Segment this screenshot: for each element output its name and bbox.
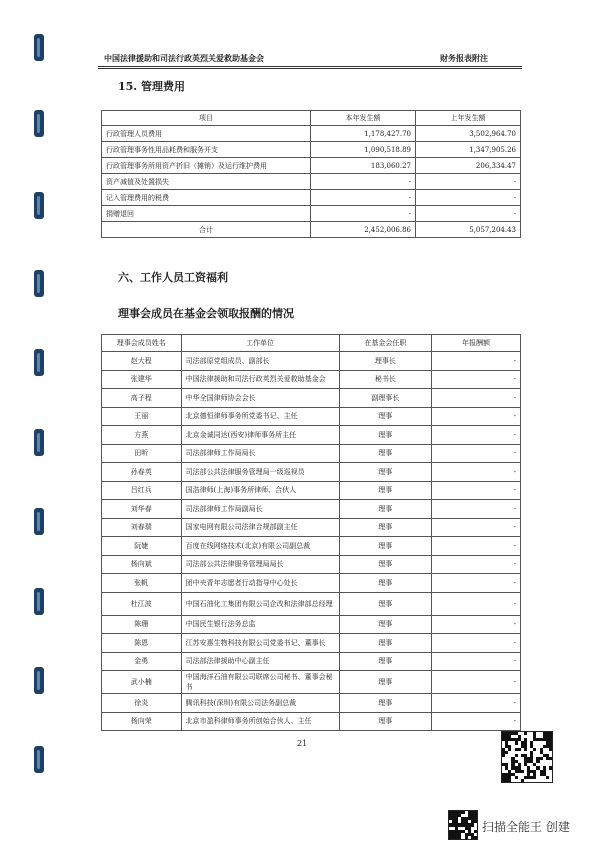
annual-pay: - [432, 481, 521, 500]
annual-pay: - [432, 407, 521, 426]
annual-pay: - [432, 518, 521, 537]
section-6-title: 六、工作人员工资福利 [118, 271, 228, 284]
role: 理事 [339, 444, 431, 463]
qr-module [515, 754, 518, 757]
member-name: 杨向斌 [102, 555, 182, 574]
expense-item: 行政管理事务性用品耗费和服务开支 [102, 142, 311, 158]
employer: 北京市盈科律师事务所创始合伙人、主任 [181, 712, 339, 731]
employer: 司法部公共法律服务管理局一级巡视员 [181, 463, 339, 482]
employer: 中国民生银行法务总监 [181, 615, 339, 634]
table-row [102, 126, 521, 142]
table-row [102, 389, 521, 408]
member-name: 武小楠 [102, 671, 182, 694]
qr-module [533, 776, 536, 779]
role: 副理事长 [339, 389, 431, 408]
annual-pay: - [432, 652, 521, 671]
annual-pay: - [432, 694, 521, 713]
employer: 百度在线网络技术(北京)有限公司副总裁 [181, 537, 339, 556]
board-members-table [101, 334, 521, 731]
table-row [102, 481, 521, 500]
role: 理事 [339, 426, 431, 445]
prior-year-amount: - [416, 206, 521, 222]
table-row [102, 370, 521, 389]
table-row [102, 158, 521, 174]
employer: 腾讯科技(深圳)有限公司法务副总裁 [181, 694, 339, 713]
annual-pay: - [432, 389, 521, 408]
current-year-amount: 1,090,518.89 [311, 142, 416, 158]
member-name: 赵大程 [102, 352, 182, 371]
col-prior-year: 上年发生额 [416, 111, 521, 126]
qr-module [533, 748, 536, 751]
employer: 中国法律援助和司法行政英烈关爱救助基金会 [181, 370, 339, 389]
role: 理事 [339, 518, 431, 537]
qr-module [508, 748, 511, 751]
member-name: 张帆 [102, 574, 182, 593]
col-member-name: 理事会成员姓名 [102, 335, 182, 352]
binder-hole [34, 429, 44, 456]
table-row [102, 615, 521, 634]
qr-module [521, 779, 524, 782]
qr-module [474, 830, 477, 833]
table-row [102, 592, 521, 615]
employer: 中国海洋石油有限公司联席公司秘书、董事会秘书 [181, 671, 339, 694]
header-rule [98, 66, 522, 67]
table-row [102, 206, 521, 222]
binder-hole [34, 34, 44, 61]
employer: 中华全国律师协会会长 [181, 389, 339, 408]
prior-year-amount: 5,057,204.43 [416, 222, 521, 238]
annual-pay: - [432, 463, 521, 482]
current-year-amount: 2,452,006.86 [311, 222, 416, 238]
role: 理事 [339, 634, 431, 653]
binder-hole [34, 588, 44, 615]
binder-hole [34, 746, 44, 773]
table-row [102, 174, 521, 190]
col-role: 在基金会任职 [339, 335, 431, 352]
binder-hole [34, 192, 44, 219]
qr-module [549, 766, 552, 769]
header-rule-thin [98, 68, 522, 69]
binder-hole [34, 508, 44, 535]
member-name: 阮婕 [102, 537, 182, 556]
employer: 北京德恒律师事务所党委书记、主任 [181, 407, 339, 426]
table-row [102, 634, 521, 653]
section-6-subtitle: 理事会成员在基金会领取报酬的情况 [118, 307, 294, 320]
annual-pay: - [432, 671, 521, 694]
table-row [102, 712, 521, 731]
member-name: 杨向荣 [102, 712, 182, 731]
employer: 司法部公共法律服务管理局局长 [181, 555, 339, 574]
qr-module [524, 732, 527, 735]
employer: 司法部原党组成员、副部长 [181, 352, 339, 371]
member-name: 张建华 [102, 370, 182, 389]
header-left: 中国法律援助和司法行政英烈关爱救助基金会 [104, 53, 264, 63]
employer: 司法部律师工作局副局长 [181, 500, 339, 519]
qr-module [502, 754, 505, 757]
role: 理事 [339, 481, 431, 500]
binder-hole [34, 349, 44, 376]
table-row [102, 555, 521, 574]
page-number: 21 [297, 739, 308, 748]
employer: 国家电网有限公司法律合规部副主任 [181, 518, 339, 537]
member-name: 方燕 [102, 426, 182, 445]
role: 理事 [339, 671, 431, 694]
current-year-amount: 183,060.27 [311, 158, 416, 174]
role: 理事 [339, 615, 431, 634]
annual-pay: - [432, 592, 521, 615]
admin-expense-table [101, 110, 521, 238]
table-row [102, 222, 521, 238]
table-row [102, 537, 521, 556]
qr-module [521, 770, 524, 773]
employer: 中国石油化工集团有限公司企改和法律部总经理 [181, 592, 339, 615]
member-name: 王丽 [102, 407, 182, 426]
prior-year-amount: 3,502,964.70 [416, 126, 521, 142]
header-right: 财务报表附注 [440, 53, 488, 63]
qr-code-small [448, 810, 478, 840]
table-row [102, 463, 521, 482]
current-year-amount: - [311, 190, 416, 206]
role: 理事 [339, 694, 431, 713]
qr-module [540, 757, 543, 760]
role: 理事 [339, 500, 431, 519]
employer: 团中央青年志愿者行动指导中心处长 [181, 574, 339, 593]
qr-module [524, 748, 527, 751]
annual-pay: - [432, 537, 521, 556]
employer: 北京金诚同达(西安)律师事务所主任 [181, 426, 339, 445]
qr-module [515, 776, 518, 779]
annual-pay: - [432, 370, 521, 389]
qr-module [461, 811, 464, 814]
current-year-amount: 1,178,427.70 [311, 126, 416, 142]
qr-module [505, 751, 508, 754]
role: 理事 [339, 537, 431, 556]
col-current-year: 本年发生额 [311, 111, 416, 126]
member-name: 孙春英 [102, 463, 182, 482]
member-name: 田昕 [102, 444, 182, 463]
current-year-amount: - [311, 206, 416, 222]
table-row [102, 444, 521, 463]
binder-hole [34, 110, 44, 137]
annual-pay: - [432, 426, 521, 445]
expense-item: 记入管理费用的税费 [102, 190, 311, 206]
member-name: 刘春瑞 [102, 518, 182, 537]
member-name: 刘华春 [102, 500, 182, 519]
role: 理事长 [339, 352, 431, 371]
employer: 司法部法律援助中心副主任 [181, 652, 339, 671]
member-name: 陈恩 [102, 634, 182, 653]
annual-pay: - [432, 712, 521, 731]
prior-year-amount: - [416, 190, 521, 206]
annual-pay: - [432, 574, 521, 593]
table-row [102, 694, 521, 713]
col-employer: 工作单位 [181, 335, 339, 352]
table-row [102, 671, 521, 694]
table-row [102, 518, 521, 537]
annual-pay: - [432, 500, 521, 519]
role: 理事 [339, 463, 431, 482]
col-item: 项目 [102, 111, 311, 126]
employer: 江苏安惠生物科技有限公司党委书记、董事长 [181, 634, 339, 653]
qr-module [471, 823, 474, 826]
scanner-watermark: 扫描全能王 创建 [482, 820, 570, 834]
qr-module [465, 836, 468, 839]
role: 理事 [339, 652, 431, 671]
qr-module [518, 748, 521, 751]
employer: 司法部律师工作局局长 [181, 444, 339, 463]
prior-year-amount: - [416, 174, 521, 190]
annual-pay: - [432, 444, 521, 463]
qr-module [515, 741, 518, 744]
expense-item: 资产减值及处置损失 [102, 174, 311, 190]
annual-pay: - [432, 615, 521, 634]
qr-module [549, 748, 552, 751]
expense-item: 行政管理事务所用资产折旧（摊销）及运行维护费用 [102, 158, 311, 174]
member-name: 高子程 [102, 389, 182, 408]
qr-module [474, 820, 477, 823]
table-row [102, 574, 521, 593]
member-name: 吕红兵 [102, 481, 182, 500]
role: 秘书长 [339, 370, 431, 389]
binder-hole [34, 667, 44, 694]
role: 理事 [339, 574, 431, 593]
qr-module [549, 757, 552, 760]
member-name: 金勇 [102, 652, 182, 671]
role: 理事 [339, 407, 431, 426]
prior-year-amount: 206,334.47 [416, 158, 521, 174]
table-row [102, 190, 521, 206]
qr-module [536, 760, 539, 763]
col-annual-pay: 年报酬额 [432, 335, 521, 352]
qr-module [546, 776, 549, 779]
qr-module [458, 836, 461, 839]
table-row [102, 652, 521, 671]
table-row [102, 407, 521, 426]
section-15-title: 15. 管理费用 [118, 80, 185, 93]
expense-item: 捐赠退回 [102, 206, 311, 222]
table-row [102, 426, 521, 445]
annual-pay: - [432, 352, 521, 371]
qr-code [501, 731, 553, 783]
expense-item: 合计 [102, 222, 311, 238]
current-year-amount: - [311, 174, 416, 190]
member-name: 徐炎 [102, 694, 182, 713]
role: 理事 [339, 592, 431, 615]
annual-pay: - [432, 555, 521, 574]
table-row [102, 500, 521, 519]
qr-module [508, 779, 511, 782]
member-name: 陈珊 [102, 615, 182, 634]
prior-year-amount: 1,347,905.26 [416, 142, 521, 158]
qr-module [474, 836, 477, 839]
role: 理事 [339, 712, 431, 731]
binder-hole [34, 270, 44, 297]
employer: 国浩律师(上海)事务所律师、合伙人 [181, 481, 339, 500]
expense-item: 行政管理人员费用 [102, 126, 311, 142]
member-name: 杜江波 [102, 592, 182, 615]
annual-pay: - [432, 634, 521, 653]
table-row [102, 142, 521, 158]
table-row [102, 352, 521, 371]
role: 理事 [339, 555, 431, 574]
